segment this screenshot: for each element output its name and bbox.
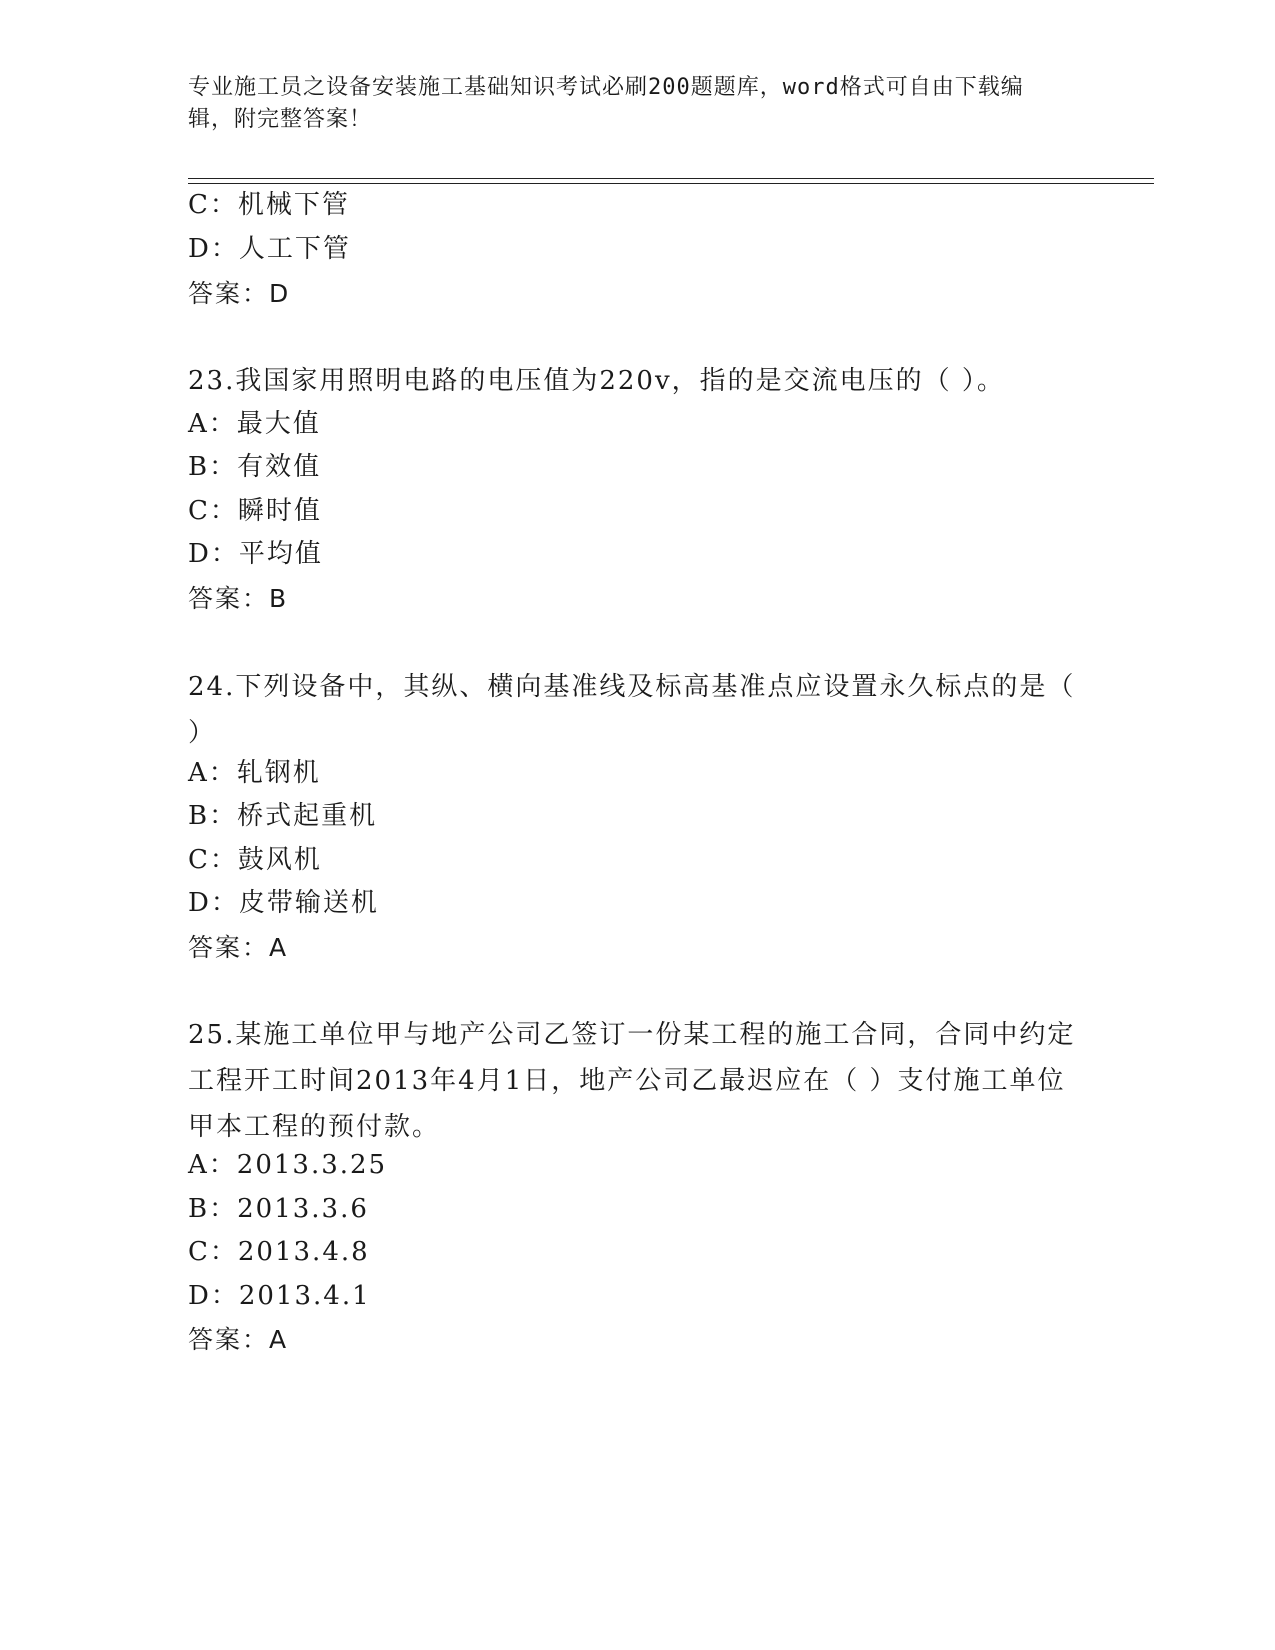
- q25-answer: 答案：A: [188, 1325, 289, 1354]
- q24-option-c: C：鼓风机: [188, 845, 322, 875]
- q22-answer: 答案：D: [188, 279, 291, 308]
- q23-answer: 答案：B: [188, 584, 289, 613]
- q24-option-d: D：皮带输送机: [188, 888, 379, 918]
- header-divider-bottom: [188, 183, 1154, 184]
- q25-option-a: A：2013.3.25: [188, 1150, 388, 1180]
- q23-option-d: D：平均值: [188, 539, 323, 569]
- q25-option-b: B：2013.3.6: [188, 1194, 369, 1224]
- q23-option-a: A：最大值: [188, 409, 321, 439]
- q25-question: 25.某施工单位甲与地产公司乙签订一份某工程的施工合同，合同中约定工程开工时间2013年4月1日，地产公司乙最迟应在（ ）支付施工单位甲本工程的预付款。: [188, 1020, 1076, 1142]
- q25-option-c: C：2013.4.8: [188, 1237, 370, 1267]
- q22-option-d: D：人工下管: [188, 234, 351, 264]
- q24-answer: 答案：A: [188, 933, 289, 962]
- q23-option-c: C：瞬时值: [188, 496, 322, 526]
- q24-question: 24.下列设备中，其纵、横向基准线及标高基准点应设置永久标点的是（ ）: [188, 672, 1076, 748]
- q24-option-a: A：轧钢机: [188, 758, 321, 788]
- q25-option-d: D：2013.4.1: [188, 1281, 371, 1311]
- q24-option-b: B：桥式起重机: [188, 801, 378, 831]
- q22-option-c: C：机械下管: [188, 190, 350, 220]
- header-divider-top: [188, 178, 1154, 179]
- q23-question: 23.我国家用照明电路的电压值为220v，指的是交流电压的（ ）。: [188, 366, 1005, 396]
- document-header: 专业施工员之设备安装施工基础知识考试必刷200题题库，word格式可自由下载编辑，附完整答案！: [188, 75, 1024, 132]
- q23-option-b: B：有效值: [188, 452, 322, 482]
